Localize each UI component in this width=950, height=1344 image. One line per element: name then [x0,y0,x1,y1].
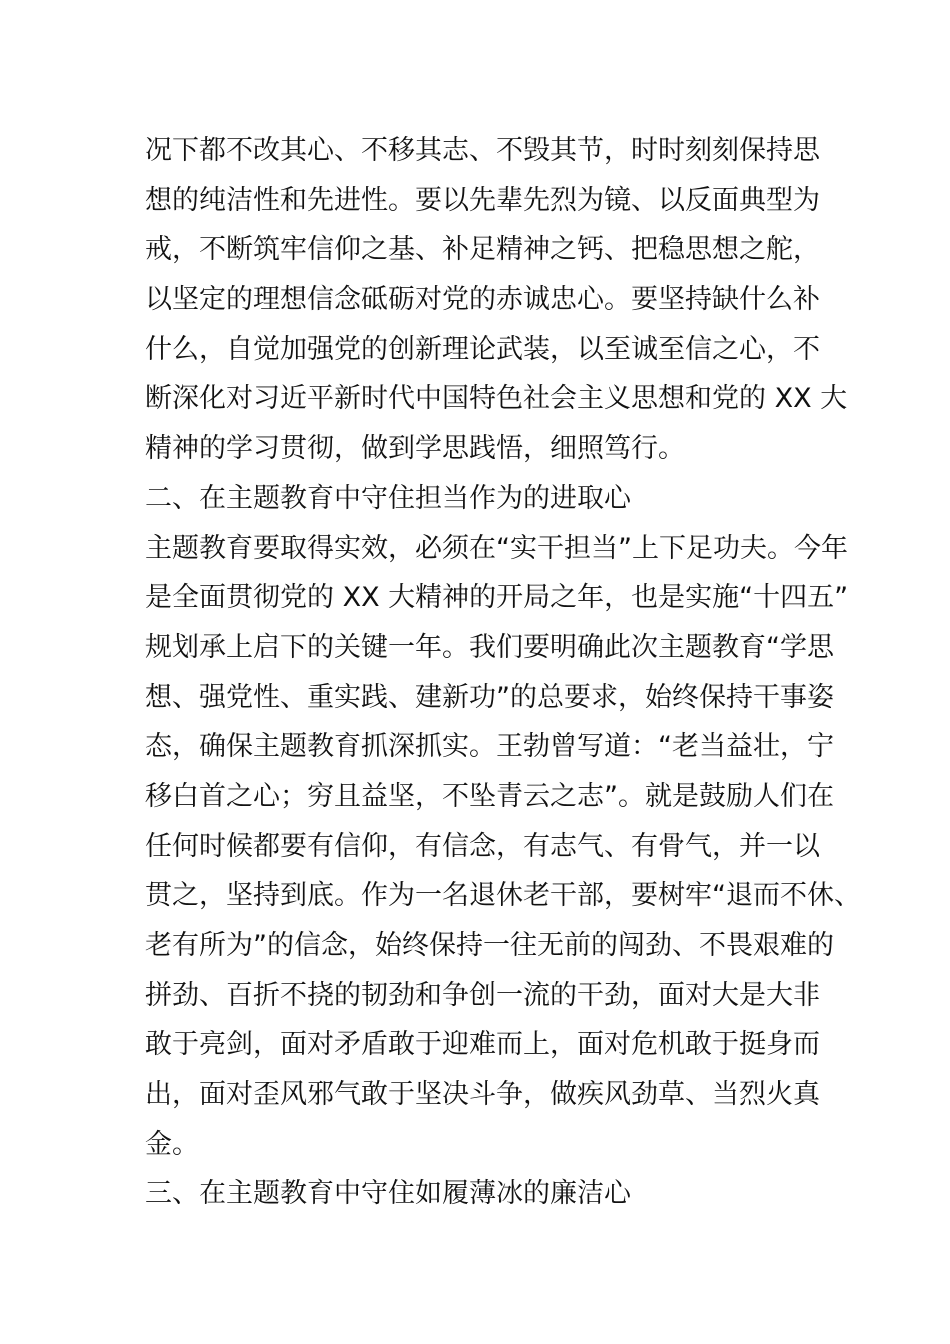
paragraph-line: 敢于亮剑，面对矛盾敢于迎难而上，面对危机敢于挺身而 [145,1029,820,1061]
paragraph-line: 戒，不断筑牢信仰之基、补足精神之钙、把稳思想之舵， [145,234,820,266]
document-body [145,126,861,1219]
paragraph-line: 拼劲、百折不挠的韧劲和争创一流的干劲，面对大是大非 [145,979,820,1011]
paragraph-line: 老有所为”的信念，始终保持一往无前的闯劲、不畏艰难的 [145,930,834,961]
paragraph-line: 任何时候都要有信仰，有信念，有志气、有骨气，并一以 [145,830,820,862]
paragraph-line: 规划承上启下的关键一年。我们要明确此次主题教育“学思 [145,631,834,663]
paragraph-line: 以坚定的理想信念砥砺对党的赤诚忠心。要坚持缺什么补 [145,284,820,316]
section-heading-2: 二、在主题教育中守住担当作为的进取心 [145,482,631,514]
paragraph-line: 什么，自觉加强党的创新理论武装，以至诚至信之心，不 [145,333,820,365]
paragraph-line: 断深化对习近平新时代中国特色社会主义思想和党的 XX 大 [145,383,848,415]
paragraph-line: 贯之，坚持到底。作为一名退休老干部，要树牢“退而不休、 [145,880,861,912]
paragraph-line: 移白首之心；穷且益坚，不坠青云之志”。就是鼓励人们在 [145,780,834,812]
paragraph-line: 金。 [145,1128,199,1160]
paragraph-line: 想的纯洁性和先进性。要以先辈先烈为镜、以反面典型为 [145,184,820,216]
paragraph-line: 精神的学习贯彻，做到学思践悟，细照笃行。 [145,433,685,465]
paragraph-line: 是全面贯彻党的 XX 大精神的开局之年，也是实施“十四五” [145,582,849,614]
paragraph-line: 想、强党性、重实践、建新功”的总要求，始终保持干事姿 [145,681,834,713]
section-heading-3: 三、在主题教育中守住如履薄冰的廉洁心 [145,1178,631,1210]
paragraph-line: 主题教育要取得实效，必须在“实干担当”上下足功夫。今年 [145,532,848,564]
paragraph-line: 况下都不改其心、不移其志、不毁其节，时时刻刻保持思 [145,135,820,166]
paragraph-line: 出，面对歪风邪气敢于坚决斗争，做疾风劲草、当烈火真 [145,1079,820,1111]
paragraph-line: 态，确保主题教育抓深抓实。王勃曾写道：“老当益壮，宁 [145,731,834,763]
